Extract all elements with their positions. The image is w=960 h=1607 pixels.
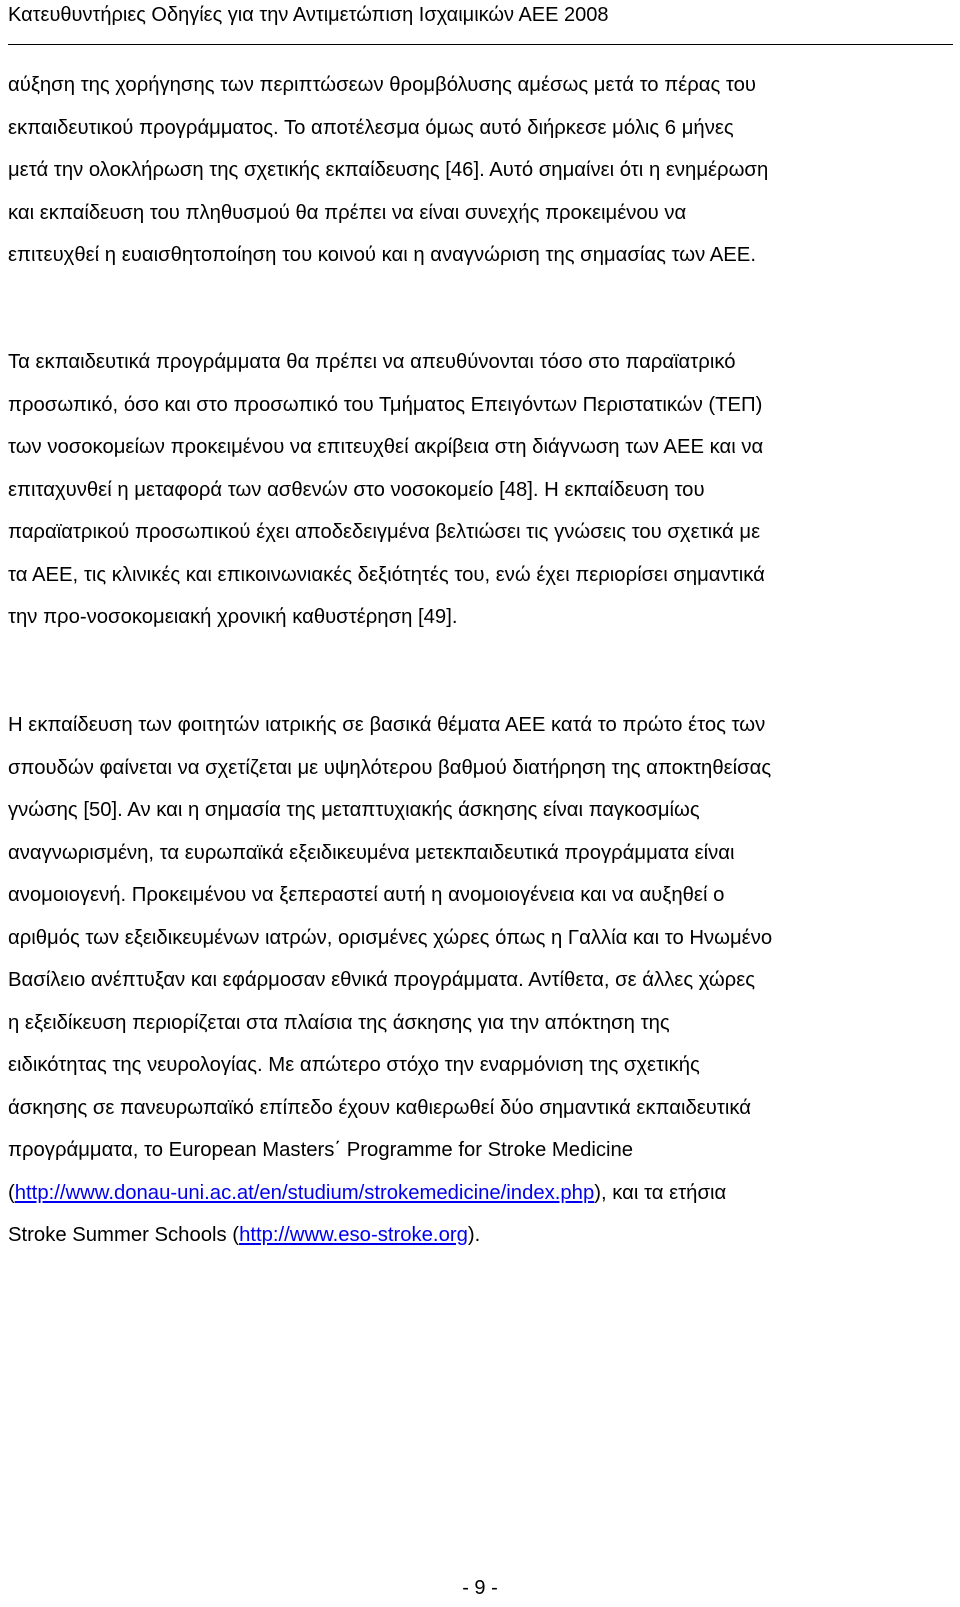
paragraph-line: εκπαιδευτικού προγράμματος. Το αποτέλεσμα όμως αυτό διήρκεσε μόλις 6 μήνες xyxy=(8,116,734,139)
paragraph-line: αύξηση της χορήγησης των περιπτώσεων θρομβόλυσης αμέσως μετά το πέρας του xyxy=(8,74,757,96)
line-text: ). xyxy=(467,1224,481,1246)
paragraph-line: Βασίλειο ανέπτυξαν και εφάρμοσαν εθνικά προγράμματα. Αντίθετα, σε άλλες χώρες xyxy=(8,969,756,991)
paragraph-line: προγράμματα, το European Masters΄ Programme for Stroke Medicine xyxy=(8,1139,634,1161)
paragraph-line: ειδικότητας της νευρολογίας. Με απώτερο στόχο την εναρμόνιση της σχετικής xyxy=(8,1054,700,1076)
paragraph-line-with-link xyxy=(8,1172,772,1215)
paragraph-3 xyxy=(8,704,772,1257)
paragraph-2 xyxy=(8,341,765,639)
paragraph-line: προσωπικό, όσο και στο προσωπικό του Τμήματος Επειγόντων Περιστατικών (ΤΕΠ) xyxy=(8,393,763,416)
paragraph-line: ανομοιογενή. Προκειμένου να ξεπεραστεί αυτή η ανομοιογένεια και να αυξηθεί ο xyxy=(8,884,725,906)
line-text: ), και τα ετήσια xyxy=(594,1181,727,1204)
paragraph-line-with-link xyxy=(8,1214,772,1257)
eso-stroke-link[interactable]: http://www.eso-stroke.org xyxy=(239,1224,468,1246)
paragraph-line: η εξειδίκευση περιορίζεται στα πλαίσια της άσκησης για την απόκτηση της xyxy=(8,1011,670,1034)
paragraph-line: Η εκπαίδευση των φοιτητών ιατρικής σε βασικά θέματα ΑΕΕ κατά το πρώτο έτος των xyxy=(8,714,766,736)
paragraph-line: την προ-νοσοκομειακή χρονική καθυστέρηση [49]. xyxy=(8,606,458,628)
paragraph-line: επιτευχθεί η ευαισθητοποίηση του κοινού και η αναγνώριση της σημασίας των ΑΕΕ. xyxy=(8,244,756,266)
paragraph-line: σπουδών φαίνεται να σχετίζεται με υψηλότερου βαθμού διατήρηση της αποκτηθείσας xyxy=(8,756,772,779)
paragraph-line: άσκησης σε πανευρωπαϊκό επίπεδο έχουν καθιερωθεί δύο σημαντικά εκπαιδευτικά xyxy=(8,1096,752,1119)
paragraph-line: γνώσης [50]. Αν και η σημασία της μεταπτυχιακής άσκησης είναι παγκοσμίως xyxy=(8,799,700,821)
paragraph-line: Τα εκπαιδευτικά προγράμματα θα πρέπει να απευθύνονται τόσο στο παραϊατρικό xyxy=(8,351,736,373)
paragraph-line: και εκπαίδευση του πληθυσμού θα πρέπει να είναι συνεχής προκειμένου να xyxy=(8,201,687,224)
paragraph-line: αριθμός των εξειδικευμένων ιατρών, ορισμένες χώρες όπως η Γαλλία και το Ηνωμένο xyxy=(8,926,773,949)
line-text: Stroke Summer Schools ( xyxy=(8,1224,240,1246)
paragraph-line: μετά την ολοκλήρωση της σχετικής εκπαίδευσης [46]. Αυτό σημαίνει ότι η ενημέρωση xyxy=(8,159,769,181)
paragraph-line: τα ΑΕΕ, τις κλινικές και επικοινωνιακές δεξιότητές του, ενώ έχει περιορίσει σημαντικά xyxy=(8,563,765,586)
page-number: - 9 - xyxy=(462,1577,498,1599)
paragraph-line: αναγνωρισμένη, τα ευρωπαϊκά εξειδικευμένα μετεκπαιδευτικά προγράμματα είναι xyxy=(8,841,735,864)
paragraph-line: παραϊατρικού προσωπικού έχει αποδεδειγμένα βελτιώσει τις γνώσεις του σχετικά με xyxy=(8,521,761,543)
header-title: Κατευθυντήριες Οδηγίες για την Αντιμετώπιση Ισχαιμικών ΑΕΕ 2008 xyxy=(8,4,609,26)
paragraph-1 xyxy=(8,64,768,277)
donau-uni-link[interactable]: http://www.donau-uni.ac.at/en/studium/strokemedicine/index.php xyxy=(14,1181,595,1204)
line-text: ( xyxy=(8,1181,15,1204)
paragraph-line: επιταχυνθεί η μεταφορά των ασθενών στο νοσοκομείο [48]. Η εκπαίδευση του xyxy=(8,478,705,501)
page-header xyxy=(8,0,953,45)
paragraph-line: των νοσοκομείων προκειμένου να επιτευχθεί ακρίβεια στη διάγνωση των ΑΕΕ και να xyxy=(8,436,764,458)
